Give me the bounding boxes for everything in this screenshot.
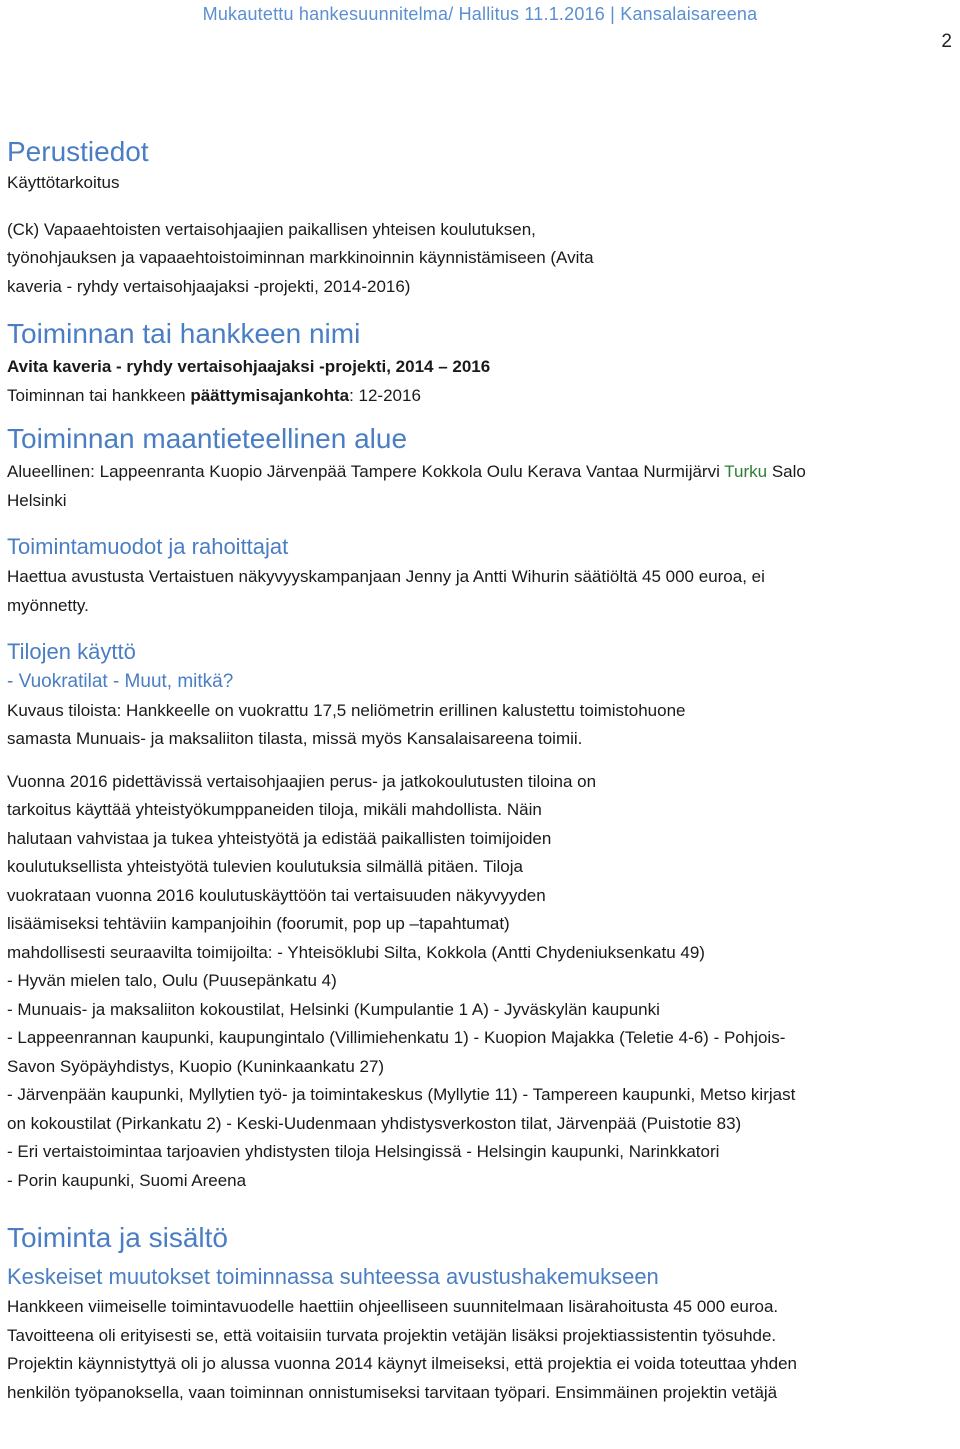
content-line: henkilön työpanoksella, vaan toiminnan onnistumiseksi tarvitaan työpari. Ensimmäinen projektin vetäjä (7, 1382, 778, 1402)
heading-rahoittajat: Toimintamuodot ja rahoittajat (7, 534, 289, 559)
heading-keskeiset-muutokset: Keskeiset muutokset toiminnassa suhteessa avustushakemukseen (7, 1264, 659, 1289)
content-line: Tavoitteena oli erityisesti se, että voitaisiin turvata projektin vetäjän lisäksi projektiassistentin työsuhde. (7, 1325, 777, 1345)
funding-line: myönnetty. (7, 595, 89, 615)
content-line: Projektin käynnistyttyä oli jo alussa vuonna 2014 käynyt ilmeiseksi, että projektia ei voida toteuttaa yhden (7, 1354, 798, 1373)
heading-tilojen-kaytto: Tilojen käyttö (7, 639, 136, 664)
content-line: Hankkeen viimeiselle toimintavuodelle haettiin ohjeelliseen suunnitelmaan lisärahoitusta 45 000 euroa. (7, 1297, 779, 1316)
plan-line: halutaan vahvistaa ja tukea yhteistyötä ja edistää paikallisten toimijoiden (7, 828, 552, 848)
plan-line: - Lappeenrannan kaupunki, kaupungintalo (Villimiehenkatu 1) - Kuopion Majakka (Teletie 4-6) - Pohjois- (7, 1028, 786, 1047)
plan-line: tarkoitus käyttää yhteistyökumppaneiden tiloja, mikäli mahdollista. Näin (7, 800, 542, 819)
plan-line: - Porin kaupunki, Suomi Areena (7, 1170, 247, 1190)
region-highlight: Turku (724, 462, 768, 481)
subheading-vuokratilat: - Vuokratilat - Muut, mitkä? (7, 671, 234, 692)
premises-desc-line: Kuvaus tiloista: Hankkeelle on vuokrattu 17,5 neliömetrin erillinen kalustettu toimistohuone (7, 700, 686, 720)
heading-perustiedot: Perustiedot (7, 136, 149, 167)
premises-desc-line: samasta Munuais- ja maksaliiton tilasta, missä myös Kansalaisareena toimii. (7, 729, 583, 748)
region-line (7, 458, 952, 487)
plan-line: - Hyvän mielen talo, Oulu (Puusepänkatu 4) (7, 971, 337, 990)
end-date (7, 382, 952, 411)
plan-line: koulutuksellista yhteistyötä tulevien koulutuksia silmällä pitäen. Tiloja (7, 857, 523, 876)
page-number: 2 (941, 31, 952, 52)
end-date-label-bold: päättymisajankohta (190, 385, 350, 405)
plan-line: - Järvenpään kaupunki, Myllytien työ- ja toimintakeskus (Myllytie 11) - Tampereen kaupunki, Metso kirjast (7, 1085, 796, 1104)
plan-line: Savon Syöpäyhdistys, Kuopio (Kuninkaankatu 27) (7, 1056, 385, 1076)
heading-hankkeen-nimi: Toiminnan tai hankkeen nimi (7, 318, 361, 349)
funding-line: Haettua avustusta Vertaistuen näkyvyyskampanjaan Jenny ja Antti Wihurin säätiöltä 45 000 euroa, ei (7, 567, 765, 586)
end-date-value: : 12-2016 (349, 385, 421, 405)
subheading-kayttotarkoitus: Käyttötarkoitus (7, 173, 120, 192)
project-name-text: Avita kaveria - ryhdy vertaisohjaajaksi -projekti, 2014 – 2016 (7, 357, 491, 376)
plan-line: mahdollisesti seuraavilta toimijoilta: - Yhteisöklubi Silta, Kokkola (Antti Chydeniuksenkatu 49) (7, 942, 705, 962)
project-name (7, 353, 952, 382)
region-line-2: Helsinki (7, 490, 67, 510)
document-body (7, 133, 952, 1407)
plan-line: - Munuais- ja maksaliiton kokoustilat, Helsinki (Kumpulantie 1 A) - Jyväskylän kaupunki (7, 999, 660, 1019)
plan-line: - Eri vertaistoimintaa tarjoavien yhdistysten tiloja Helsingissä - Helsingin kaupunki, Narinkkatori (7, 1142, 720, 1161)
purpose-line: työnohjauksen ja vapaaehtoistoiminnan markkinoinnin käynnistämiseen (Avita (7, 248, 594, 267)
purpose-line: kaveria - ryhdy vertaisohjaajaksi -projekti, 2014-2016) (7, 276, 411, 296)
region-text-after: Salo (767, 462, 806, 481)
region-text: Alueellinen: Lappeenranta Kuopio Järvenpää Tampere Kokkola Oulu Kerava Vantaa Nurmijärvi (7, 462, 725, 481)
end-date-label: Toiminnan tai hankkeen (7, 385, 191, 405)
purpose-paragraph (7, 216, 952, 302)
heading-toiminta-ja-sisalto: Toiminta ja sisältö (7, 1222, 228, 1253)
heading-maantieteellinen-alue: Toiminnan maantieteellinen alue (7, 423, 408, 454)
plan-line: lisäämiseksi tehtäviin kampanjoihin (foorumit, pop up –tapahtumat) (7, 914, 510, 933)
running-header: Mukautettu hankesuunnitelma/ Hallitus 11.1.2016 | Kansalaisareena (202, 4, 758, 24)
plan-line: Vuonna 2016 pidettävissä vertaisohjaajien perus- ja jatkokoulutusten tiloina on (7, 771, 597, 791)
plan-line: on kokoustilat (Pirkankatu 2) - Keski-Uudenmaan yhdistysverkoston tilat, Järvenpää (Puistotie 83) (7, 1113, 742, 1133)
plan-line: vuokrataan vuonna 2016 koulutuskäyttöön tai vertaisuuden näkyvyyden (7, 885, 546, 905)
purpose-line: (Ck) Vapaaehtoisten vertaisohjaajien paikallisen yhteisen koulutuksen, (7, 219, 536, 239)
premises-plan-paragraph (7, 768, 952, 1196)
